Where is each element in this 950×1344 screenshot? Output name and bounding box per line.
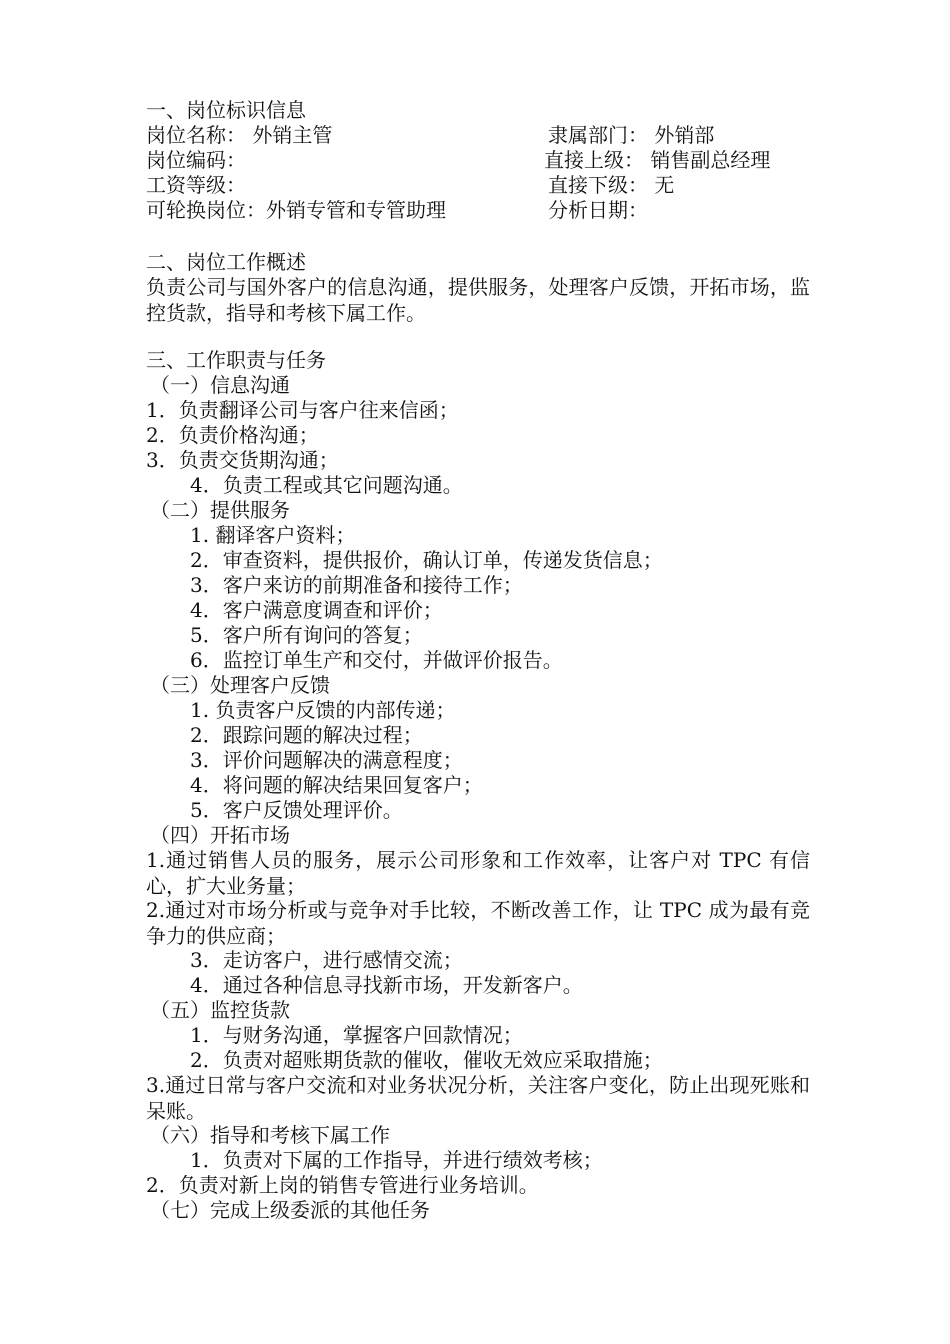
list-item: 4．将问题的解决结果回复客户； <box>190 773 483 797</box>
group-title: （五）监控货款 <box>150 998 290 1022</box>
list-item: 5．客户反馈处理评价。 <box>190 798 403 822</box>
info-row-3 <box>146 173 826 198</box>
list-item: 1．负责对下属的工作指导，并进行绩效考核； <box>190 1148 603 1172</box>
list-item: 2．审查资料，提供报价，确认订单，传递发货信息； <box>190 548 663 572</box>
position-name: 岗位名称： 外销主管 <box>146 123 333 147</box>
list-item: 6．监控订单生产和交付，并做评价报告。 <box>190 648 563 672</box>
list-item: 1．负责翻译公司与客户往来信函； <box>146 398 459 422</box>
list-item: 3．走访客户，进行感情交流； <box>190 948 463 972</box>
rotatable-positions: 可轮换岗位：外销专管和专管助理 <box>146 198 446 222</box>
list-item: 1. 翻译客户资料； <box>190 523 356 547</box>
info-row-4 <box>146 198 826 223</box>
list-item: 2．负责对超账期货款的催收，催收无效应采取措施； <box>190 1048 663 1072</box>
list-item: 2．负责对新上岗的销售专管进行业务培训。 <box>146 1173 539 1197</box>
list-item: 1．与财务沟通，掌握客户回款情况； <box>190 1023 523 1047</box>
salary-grade: 工资等级： <box>146 173 246 197</box>
group-title: （一）信息沟通 <box>150 373 290 397</box>
list-item: 3．评价问题解决的满意程度； <box>190 748 463 772</box>
list-item: 3．客户来访的前期准备和接待工作； <box>190 573 523 597</box>
group-title: （三）处理客户反馈 <box>150 673 330 697</box>
list-item: 3.通过日常与客户交流和对业务状况分析，关注客户变化，防止出现死账和呆账。 <box>146 1073 810 1123</box>
list-item: 4．负责工程或其它问题沟通。 <box>190 473 463 497</box>
overview-text: 负责公司与国外客户的信息沟通，提供服务，处理客户反馈，开拓市场，监控货款，指导和考核下属工作。 <box>146 275 810 325</box>
section-title-duties: 三、工作职责与任务 <box>146 348 326 372</box>
list-item: 5．客户所有询问的答复； <box>190 623 423 647</box>
direct-subordinate: 直接下级： 无 <box>548 173 675 197</box>
department: 隶属部门： 外销部 <box>548 123 715 147</box>
position-code: 岗位编码： <box>146 148 246 172</box>
group-title: （二）提供服务 <box>150 498 290 522</box>
group-title: （六）指导和考核下属工作 <box>150 1123 390 1147</box>
info-row-1 <box>146 123 826 148</box>
info-row-2 <box>146 148 826 173</box>
list-item: 2．跟踪问题的解决过程； <box>190 723 423 747</box>
group-title: （四）开拓市场 <box>150 823 290 847</box>
section-title-identification: 一、岗位标识信息 <box>146 98 306 122</box>
list-item: 1. 负责客户反馈的内部传递； <box>190 698 456 722</box>
list-item: 2.通过对市场分析或与竞争对手比较，不断改善工作，让 TPC 成为最有竞争力的供应商； <box>146 898 810 948</box>
list-item: 3．负责交货期沟通； <box>146 448 339 472</box>
list-item: 4．通过各种信息寻找新市场，开发新客户。 <box>190 973 583 997</box>
list-item: 1.通过销售人员的服务，展示公司形象和工作效率，让客户对 TPC 有信心，扩大业务量； <box>146 848 810 898</box>
analysis-date: 分析日期： <box>548 198 648 222</box>
section-title-overview: 二、岗位工作概述 <box>146 250 306 274</box>
group-title: （七）完成上级委派的其他任务 <box>150 1198 430 1222</box>
list-item: 2．负责价格沟通； <box>146 423 319 447</box>
list-item: 4．客户满意度调查和评价； <box>190 598 443 622</box>
direct-superior: 直接上级： 销售副总经理 <box>544 148 771 172</box>
